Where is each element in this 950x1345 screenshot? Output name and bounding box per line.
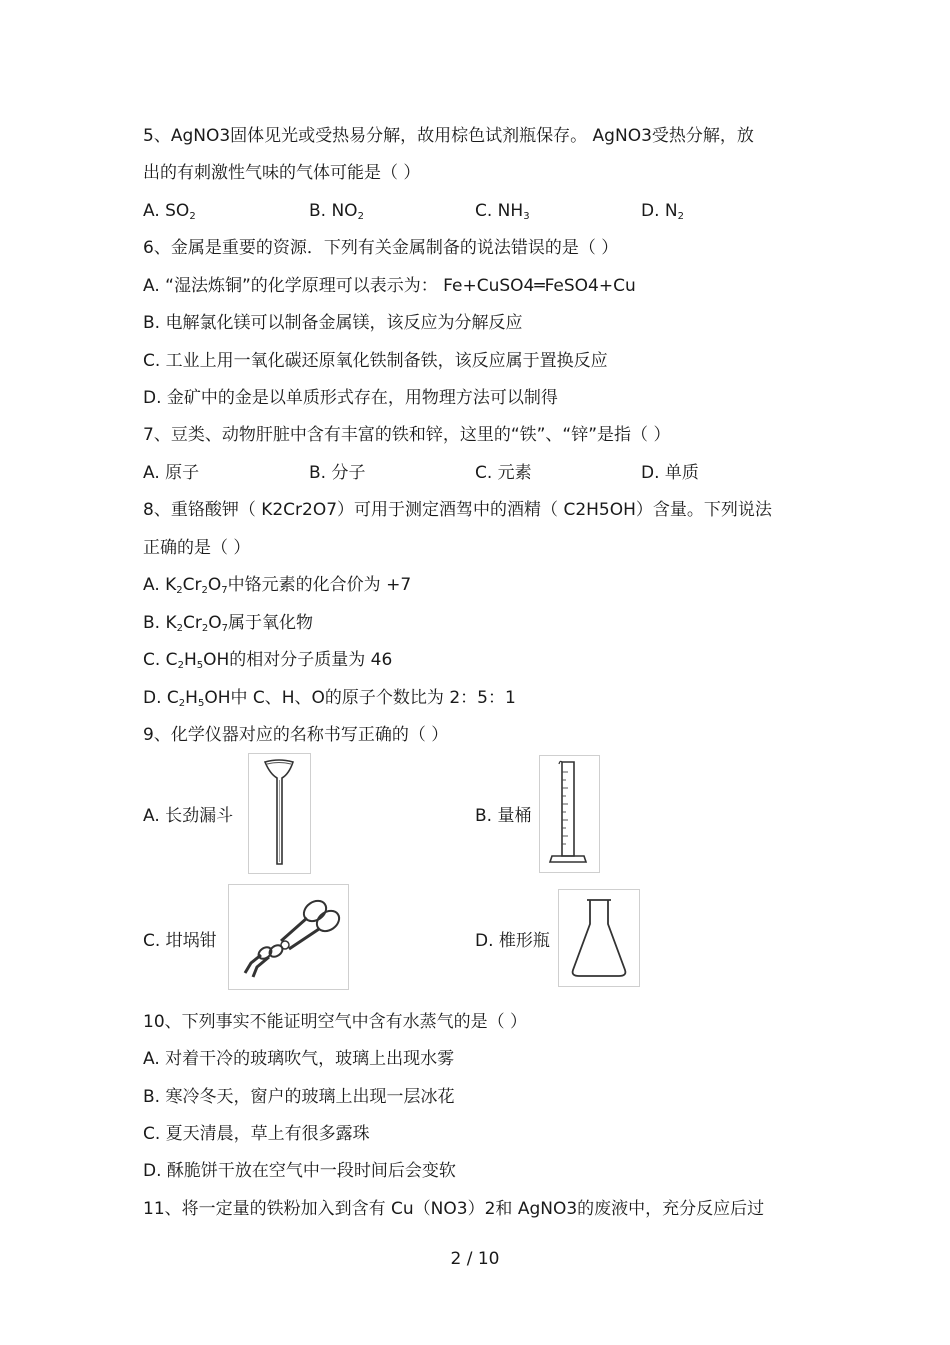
q5-option-b[interactable]: B. $NO_2$ [309, 201, 364, 222]
q5-option-d[interactable]: D. $N_2$ [641, 201, 684, 222]
funnel-icon [249, 754, 310, 873]
cylinder-icon [540, 756, 599, 872]
q8-stem-line2: 正确的是（ ） [143, 538, 251, 558]
q8-option-d[interactable]: D. $C_2H_5OH$中 C、H、O的原子个数比为 2：5：1 [143, 688, 516, 709]
q6-option-d[interactable]: D. 金矿中的金是以单质形式存在，用物理方法可以制得 [143, 388, 558, 408]
q6-option-c[interactable]: C. 工业上用一氧化碳还原氧化铁制备铁，该反应属于置换反应 [143, 351, 608, 371]
q9-option-c[interactable]: C. 坩埚钳 [143, 931, 217, 951]
q9-option-b[interactable]: B. 量桶 [475, 806, 532, 826]
q5-option-a[interactable]: A. $SO_2$ [143, 201, 196, 222]
q6-option-b[interactable]: B. 电解氯化镁可以制备金属镁，该反应为分解反应 [143, 313, 523, 333]
q8-option-c[interactable]: C. $C_2H_5OH$的相对分子质量为 46 [143, 650, 393, 671]
tongs-icon [229, 885, 348, 989]
q10-option-a[interactable]: A. 对着干冷的玻璃吹气，玻璃上出现水雾 [143, 1049, 455, 1069]
q7-stem: 7、豆类、动物肝脏中含有丰富的铁和锌，这里的“铁”、“锌”是指（ ） [143, 425, 671, 445]
q7-option-d[interactable]: D. 单质 [641, 463, 699, 483]
measuring-cylinder-image [539, 755, 600, 873]
q8-option-b[interactable]: B. $K_2Cr_2O_7$属于氧化物 [143, 613, 313, 634]
q8-option-a[interactable]: A. $K_2Cr_2O_7$中铬元素的化合价为 +7 [143, 575, 412, 596]
q9-option-a[interactable]: A. 长劲漏斗 [143, 806, 234, 826]
q7-option-b[interactable]: B. 分子 [309, 463, 366, 483]
q10-option-d[interactable]: D. 酥脆饼干放在空气中一段时间后会变软 [143, 1161, 456, 1181]
conical-flask-image [558, 889, 640, 987]
q7-option-c[interactable]: C. 元素 [475, 463, 532, 483]
q6-stem: 6、金属是重要的资源．下列有关金属制备的说法错误的是（ ） [143, 238, 619, 258]
q7-option-a[interactable]: A. 原子 [143, 463, 200, 483]
page-number: 2 / 10 [450, 1249, 500, 1269]
q8-stem-line1: 8、重铬酸钾（ K2Cr2O7）可用于测定酒驾中的酒精（ C2H5OH）含量。下列说法 [143, 500, 772, 520]
q9-stem: 9、化学仪器对应的名称书写正确的（ ） [143, 725, 449, 745]
q5-option-c[interactable]: C. $NH_3$ [475, 201, 530, 222]
q10-option-b[interactable]: B. 寒冷冬天，窗户的玻璃上出现一层冰花 [143, 1087, 455, 1107]
long-neck-funnel-image [248, 753, 311, 874]
flask-icon [559, 890, 639, 986]
crucible-tongs-image [228, 884, 349, 990]
q6-option-a[interactable]: A. “湿法炼铜”的化学原理可以表示为： Fe+CuSO4═FeSO4+Cu [143, 276, 636, 296]
q10-option-c[interactable]: C. 夏天清晨，草上有很多露珠 [143, 1124, 370, 1144]
q9-option-d[interactable]: D. 椎形瓶 [475, 931, 550, 951]
q10-stem: 10、下列事实不能证明空气中含有水蒸气的是（ ） [143, 1012, 528, 1032]
q5-stem-line1: 5、AgNO3固体见光或受热易分解，故用棕色试剂瓶保存。 AgNO3受热分解，放 [143, 126, 754, 146]
q5-stem-line2: 出的有刺激性气味的气体可能是（ ） [143, 163, 421, 183]
q11-stem-line1: 11、将一定量的铁粉加入到含有 Cu（NO3）2和 AgNO3的废液中，充分反应后过 [143, 1199, 765, 1219]
